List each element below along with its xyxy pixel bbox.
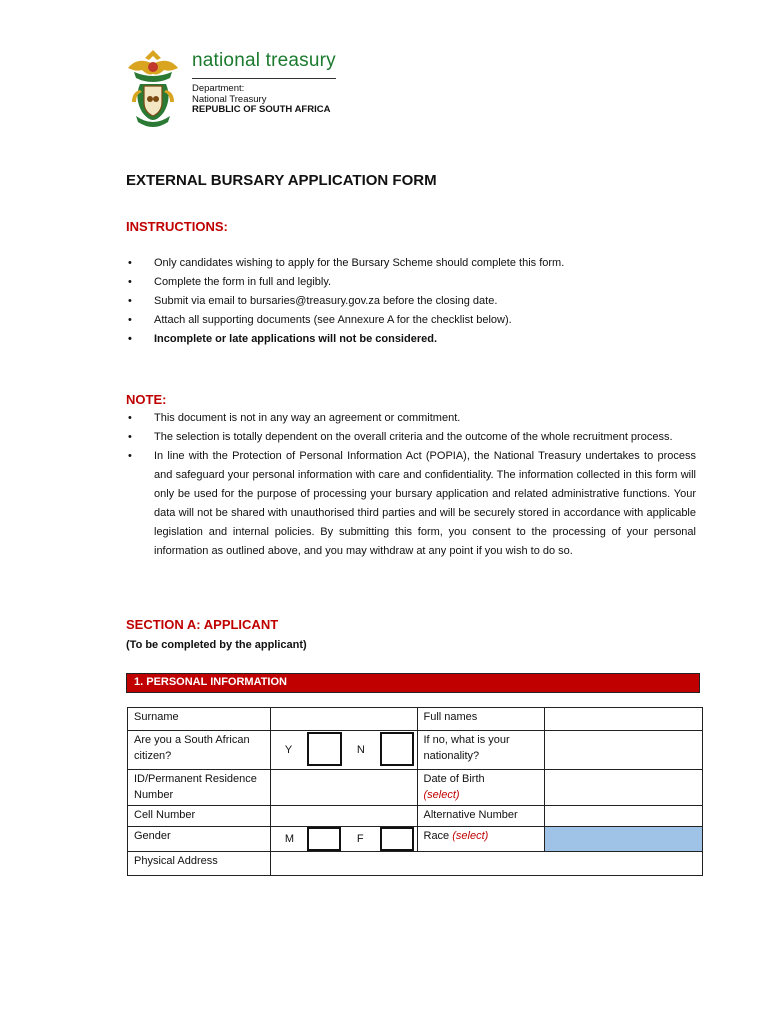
coat-of-arms-icon — [124, 46, 182, 130]
surname-field[interactable] — [270, 708, 417, 731]
list-item: • Complete the form in full and legibly. — [128, 276, 332, 288]
gender-male-checkbox[interactable] — [307, 827, 341, 851]
gender-female-checkbox[interactable] — [380, 827, 414, 851]
note-list — [126, 409, 696, 561]
race-cell — [417, 827, 545, 852]
address-label: Physical Address — [128, 852, 271, 876]
race-label: Race — [423, 830, 450, 842]
list-item: • This document is not in any way an agreement or commitment. — [128, 412, 461, 424]
citizen-no-checkbox[interactable] — [380, 732, 414, 766]
alt-number-label: Alternative Number — [417, 806, 545, 827]
citizen-label: Are you a South African citizen? — [128, 731, 271, 770]
id-number-field[interactable] — [270, 770, 417, 806]
list-item: • Submit via email to bursaries@treasury.gov.za before the closing date. — [128, 295, 498, 307]
table-row — [128, 731, 703, 770]
gender-female-label: F — [356, 833, 364, 845]
instructions-list — [126, 254, 696, 349]
section-a-heading: SECTION A: APPLICANT — [126, 617, 279, 632]
org-department — [192, 84, 330, 116]
section-a-subheading: (To be completed by the applicant) — [126, 639, 307, 651]
citizen-yes-label: Y — [284, 744, 293, 756]
gender-choice — [270, 827, 417, 852]
dob-label: Date of Birth — [423, 773, 485, 785]
full-names-label: Full names — [417, 708, 545, 731]
nationality-label: If no, what is your nationality? — [417, 731, 545, 770]
list-item: • Incomplete or late applications will not be considered. — [128, 333, 437, 345]
table-row — [128, 827, 703, 852]
personal-information-bar — [126, 673, 700, 693]
table-row — [128, 806, 703, 827]
dob-cell — [417, 770, 545, 806]
dob-select[interactable]: (select) — [423, 789, 460, 801]
surname-label: Surname — [128, 708, 271, 731]
table-row — [128, 708, 703, 731]
nationality-field[interactable] — [545, 731, 703, 770]
cell-number-label: Cell Number — [128, 806, 271, 827]
address-field[interactable] — [270, 852, 702, 876]
citizen-no-label: N — [356, 744, 365, 756]
org-name: national treasury — [192, 50, 336, 71]
logo-divider — [192, 78, 336, 79]
national-treasury-logo — [118, 44, 340, 132]
org-line-3: REPUBLIC OF SOUTH AFRICA — [192, 104, 331, 115]
list-item: • The selection is totally dependent on the overall criteria and the outcome of the whole recruitment process. — [128, 431, 673, 443]
instructions-heading: INSTRUCTIONS: — [126, 219, 228, 234]
gender-male-label: M — [284, 833, 295, 845]
id-number-label: ID/Permanent Residence Number — [128, 770, 271, 806]
org-line-2: National Treasury — [192, 93, 267, 105]
form-title: EXTERNAL BURSARY APPLICATION FORM — [126, 172, 437, 189]
cell-number-field[interactable] — [270, 806, 417, 827]
list-item: • Only candidates wishing to apply for the Bursary Scheme should complete this form. — [128, 257, 565, 269]
gender-label: Gender — [128, 827, 271, 852]
table-row — [128, 852, 703, 876]
citizen-yes-checkbox[interactable] — [307, 732, 342, 766]
list-item: • In line with the Protection of Personal Information Act (POPIA), the National Treasury undertakes to process and safeguard your personal information with care and confidentiality. The information collected in this form will only be used for the purpose of processing your bursary application and related administrative functions. Your data will not be shared with unauthorised third parties and will be securely stored in accordance with applicable legislation and internal policies. By submitting this form, you consent to the processing of your personal information as outlined above, and you may withdraw at any point if you wish to do so. — [128, 450, 696, 557]
race-field[interactable] — [545, 827, 703, 852]
dob-field[interactable] — [545, 770, 703, 806]
alt-number-field[interactable] — [545, 806, 703, 827]
org-line-1: Department: — [192, 83, 245, 94]
personal-information-table — [127, 707, 703, 876]
race-select[interactable]: (select) — [452, 830, 489, 842]
note-heading: NOTE: — [126, 392, 167, 407]
citizen-choice — [270, 731, 417, 770]
list-item: • Attach all supporting documents (see Annexure A for the checklist below). — [128, 314, 512, 326]
personal-information-label: 1. PERSONAL INFORMATION — [134, 676, 287, 688]
full-names-field[interactable] — [545, 708, 703, 731]
table-row — [128, 770, 703, 806]
